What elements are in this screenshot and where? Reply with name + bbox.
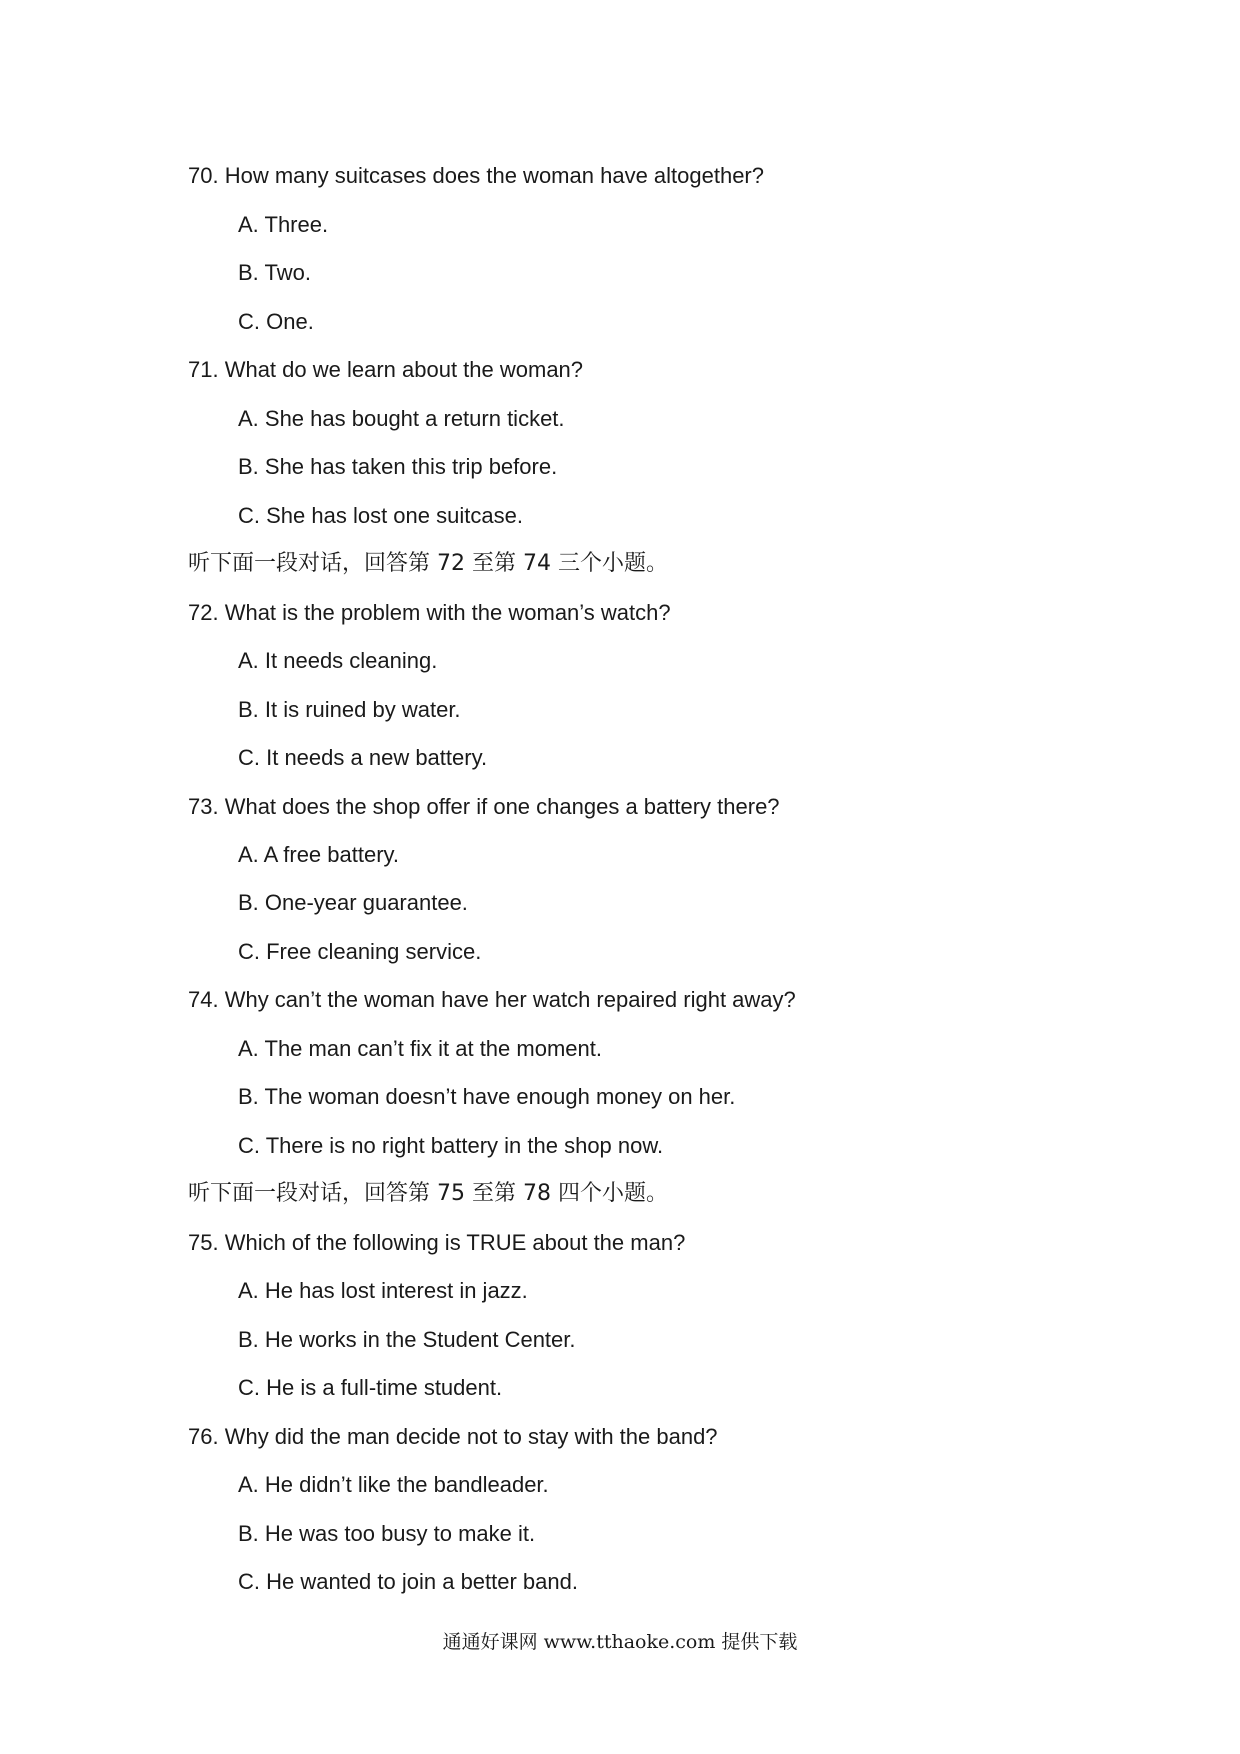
- option-71-a: A. She has bought a return ticket.: [238, 406, 565, 431]
- option-72-c: C. It needs a new battery.: [238, 745, 488, 770]
- question-71: 71. What do we learn about the woman?: [188, 357, 584, 382]
- question-76: 76. Why did the man decide not to stay with the band?: [188, 1424, 718, 1449]
- question-74: 74. Why can’t the woman have her watch repaired right away?: [188, 987, 796, 1012]
- section-instruction: 听下面一段对话，回答第 75 至第 78 四个小题。: [188, 1181, 668, 1206]
- question-73: 73. What does the shop offer if one changes a battery there?: [188, 794, 780, 819]
- option-75-a: A. He has lost interest in jazz.: [238, 1278, 528, 1303]
- option-72-a: A. It needs cleaning.: [238, 648, 438, 673]
- option-73-c: C. Free cleaning service.: [238, 939, 482, 964]
- option-74-a: A. The man can’t fix it at the moment.: [238, 1036, 602, 1061]
- option-74-b: B. The woman doesn’t have enough money on her.: [238, 1084, 736, 1109]
- option-74-c: C. There is no right battery in the shop now.: [238, 1133, 664, 1158]
- question-70: 70. How many suitcases does the woman have altogether?: [188, 163, 764, 188]
- option-72-b: B. It is ruined by water.: [238, 697, 461, 722]
- question-75: 75. Which of the following is TRUE about the man?: [188, 1230, 686, 1255]
- option-70-c: C. One.: [238, 309, 314, 334]
- option-71-b: B. She has taken this trip before.: [238, 454, 558, 479]
- option-70-a: A. Three.: [238, 212, 329, 237]
- option-71-c: C. She has lost one suitcase.: [238, 503, 523, 528]
- option-73-b: B. One-year guarantee.: [238, 890, 468, 915]
- option-76-c: C. He wanted to join a better band.: [238, 1569, 578, 1594]
- option-73-a: A. A free battery.: [238, 842, 400, 867]
- option-76-a: A. He didn’t like the bandleader.: [238, 1472, 549, 1497]
- option-75-c: C. He is a full-time student.: [238, 1375, 503, 1400]
- section-instruction: 听下面一段对话，回答第 72 至第 74 三个小题。: [188, 551, 668, 576]
- option-75-b: B. He works in the Student Center.: [238, 1327, 576, 1352]
- option-76-b: B. He was too busy to make it.: [238, 1521, 536, 1546]
- page-footer: 通通好课网 www.tthaoke.com 提供下载: [442, 1631, 798, 1653]
- question-72: 72. What is the problem with the woman’s watch?: [188, 600, 671, 625]
- option-70-b: B. Two.: [238, 260, 311, 285]
